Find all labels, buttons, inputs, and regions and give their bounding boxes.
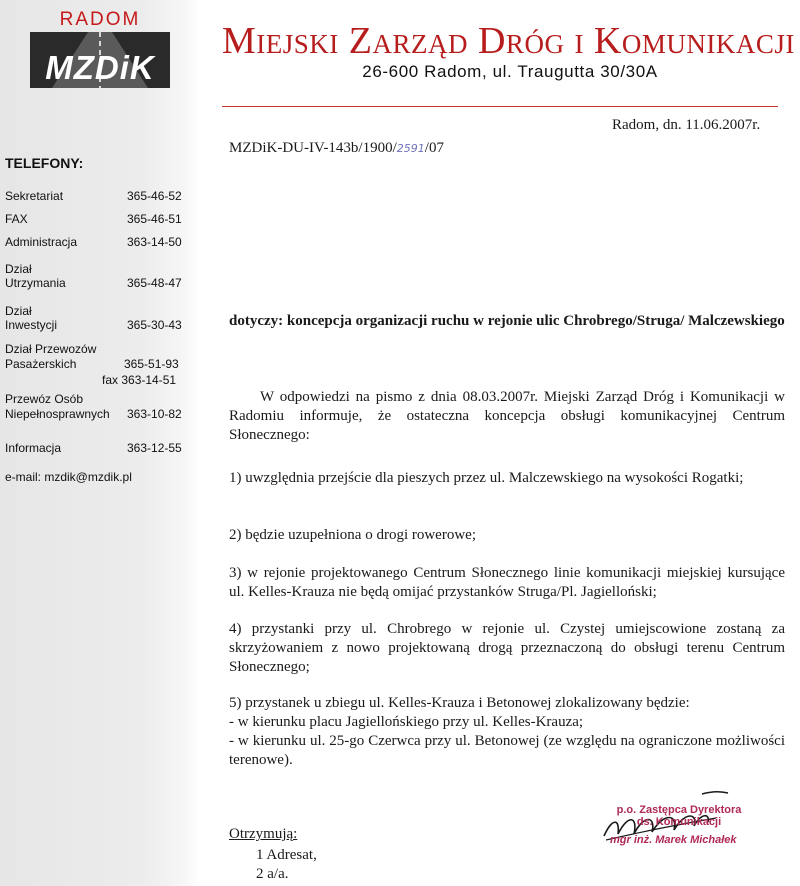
phones-heading: TELEFONY: bbox=[5, 155, 84, 171]
letter-subject: dotyczy: koncepcja organizacji ruchu w rejonie ulic Chrobrego/Struga/ Malczewskiego bbox=[229, 313, 785, 329]
contact-label: Dział bbox=[5, 262, 32, 276]
recipients-heading: Otrzymują: bbox=[229, 826, 298, 842]
list-item-sub: - w kierunku placu Jagiellońskiego przy ul. Kelles-Krauza; bbox=[229, 714, 584, 730]
list-item-sub: - w kierunku ul. 25-go Czerwca przy ul. Betonowej (ze względu na ograniczone możliwości terenowe). bbox=[229, 733, 785, 768]
contact-label: Sekretariat bbox=[5, 189, 64, 203]
contact-label: Pasażerskich bbox=[5, 357, 77, 371]
contact-number: 365-46-52 bbox=[127, 189, 182, 203]
recipient-item: 1 Adresat, bbox=[256, 847, 317, 863]
mzdik-logo bbox=[28, 10, 172, 88]
list-item: 5) przystanek u zbiegu ul. Kelles-Krauza i Betonowej zlokalizowany będzie: bbox=[229, 695, 690, 711]
list-item: 4) przystanki przy ul. Chrobrego w rejonie ul. Czystej umiejscowione zostaną za skrzyżowaniem z nowo projektowaną drogą przeznaczoną do obsługi terenu Centrum Słonecznego; bbox=[229, 621, 785, 675]
letter-intro: W odpowiedzi na pismo z dnia 08.03.2007r. Miejski Zarząd Dróg i Komunikacji w Radomiu informuje, że ostateczna koncepcja obsługi komunikacyjnej Centrum Słonecznego: bbox=[229, 389, 785, 443]
signature-title-line: ds. Komunikacji bbox=[636, 816, 722, 828]
letter-date: Radom, dn. 11.06.2007r. bbox=[612, 117, 761, 133]
logo-text: MZDiK bbox=[45, 49, 155, 86]
contact-label: Informacja bbox=[5, 441, 62, 455]
signature-stamp bbox=[598, 788, 758, 868]
signature-title bbox=[604, 804, 754, 828]
contact-label: Dział bbox=[5, 304, 32, 318]
contact-number: 365-30-43 bbox=[127, 318, 182, 332]
header-divider bbox=[222, 106, 778, 107]
signature-title-line: p.o. Zastępca Dyrektora bbox=[616, 804, 742, 816]
contact-number: 365-46-51 bbox=[127, 212, 182, 226]
contact-label: Utrzymania bbox=[5, 276, 66, 290]
list-item: 1) uwzględnia przejście dla pieszych przez ul. Malczewskiego na wysokości Rogatki; bbox=[229, 470, 744, 486]
recipient-item: 2 a/a. bbox=[256, 866, 289, 882]
organization-name: Miejski Zarząd Dróg i Komunikacji bbox=[222, 20, 795, 62]
contact-number: 365-51-93 bbox=[124, 357, 179, 371]
contact-label: Niepełnosprawnych bbox=[5, 407, 110, 421]
list-item: 2) będzie uzupełniona o drogi rowerowe; bbox=[229, 527, 476, 543]
reference-number bbox=[229, 140, 444, 157]
contact-label: Administracja bbox=[5, 235, 78, 249]
fax-number: fax 363-14-51 bbox=[102, 373, 177, 387]
reference-handwritten: 2591 bbox=[396, 142, 425, 155]
reference-suffix: /07 bbox=[424, 140, 444, 156]
signatory-name: mgr inż. Marek Michałek bbox=[610, 834, 737, 846]
contact-number: 363-14-50 bbox=[127, 235, 182, 249]
logo-mark bbox=[30, 32, 170, 88]
contact-number: 365-48-47 bbox=[127, 276, 182, 290]
reference-prefix: MZDiK-DU-IV-143b/1900/ bbox=[229, 140, 397, 156]
contact-label: Przewóz Osób bbox=[5, 392, 84, 406]
organization-address: 26-600 Radom, ul. Traugutta 30/30A bbox=[362, 62, 658, 81]
contact-number: 363-12-55 bbox=[127, 441, 182, 455]
contact-label: FAX bbox=[5, 212, 28, 226]
contact-label: Dział Przewozów bbox=[5, 342, 97, 356]
contact-sidebar bbox=[0, 0, 200, 886]
list-item: 3) w rejonie projektowanego Centrum Słonecznego linie komunikacji miejskiej kursujące ul. Kelles-Krauza nie będą omijać przystanków Struga/Pl. Jagielloński; bbox=[229, 565, 785, 600]
logo-city: RADOM bbox=[59, 9, 141, 30]
signature-icon bbox=[598, 788, 758, 868]
contact-email[interactable]: e-mail: mzdik@mzdik.pl bbox=[5, 470, 132, 484]
contact-label: Inwestycji bbox=[5, 318, 58, 332]
contact-number: 363-10-82 bbox=[127, 407, 182, 421]
